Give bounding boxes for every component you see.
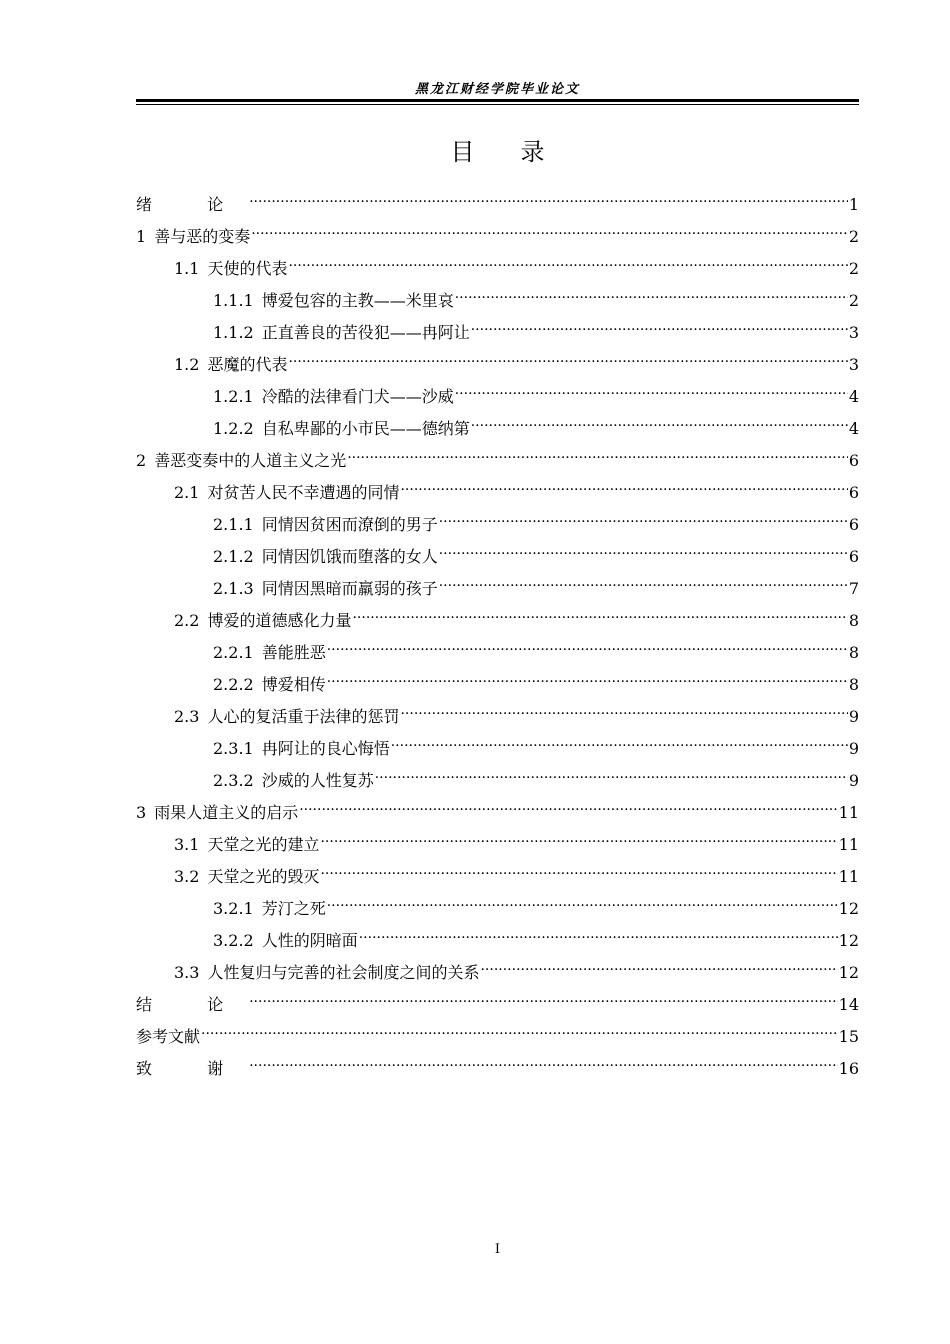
toc-entry[interactable] [136, 606, 859, 638]
toc-entry-title: 博爱包容的主教——米里哀 [261, 291, 454, 310]
header-rule-thin [136, 104, 859, 105]
toc-entry-number: 2.2.1 [213, 643, 254, 662]
toc-leader-dots [327, 638, 848, 658]
toc-entry-number: 2.2 [174, 611, 200, 630]
toc-entry-page: 11 [838, 867, 859, 886]
toc-entry-title: 天堂之光的建立 [207, 835, 320, 854]
toc-entry-title: 对贫苦人民不幸遭遇的同情 [207, 483, 400, 502]
toc-entry[interactable] [136, 734, 859, 766]
toc-entry-title: 恶魔的代表 [207, 355, 288, 374]
toc-leader-dots [249, 1054, 838, 1074]
toc-leader-dots [400, 478, 847, 498]
toc-entry-title: 善能胜恶 [261, 643, 326, 662]
toc-entry-title: 雨果人道主义的启示 [154, 803, 299, 822]
toc-leader-dots [320, 862, 837, 882]
header-rule-thick [136, 99, 859, 102]
toc-entry-title: 人性复归与完善的社会制度之间的关系 [207, 963, 480, 982]
toc-entry-page: 11 [838, 803, 859, 822]
toc-entry-title: 冷酷的法律看门犬——沙威 [261, 387, 454, 406]
toc-entry-title: 参考文献 [136, 1027, 201, 1046]
toc-entry[interactable] [136, 862, 859, 894]
toc-leader-dots [320, 830, 837, 850]
table-of-contents [136, 190, 859, 1086]
toc-entry[interactable] [136, 350, 859, 382]
toc-leader-dots [251, 222, 848, 242]
toc-entry-page: 7 [848, 579, 859, 598]
toc-leader-dots [249, 990, 838, 1010]
toc-leader-dots [391, 734, 848, 754]
toc-entry-page: 6 [848, 515, 859, 534]
toc-entry[interactable] [136, 478, 859, 510]
toc-entry-page: 15 [838, 1027, 859, 1046]
toc-leader-dots [455, 382, 848, 402]
toc-entry[interactable] [136, 222, 859, 254]
toc-entry[interactable] [136, 286, 859, 318]
toc-leader-dots [439, 510, 848, 530]
toc-entry-title: 人心的复活重于法律的惩罚 [207, 707, 400, 726]
toc-entry[interactable] [136, 574, 859, 606]
toc-entry-number: 2.3 [174, 707, 200, 726]
toc-heading-char-1: 目 [450, 138, 475, 166]
toc-leader-dots [439, 542, 848, 562]
toc-leader-dots [347, 446, 848, 466]
toc-entry-page: 12 [838, 931, 859, 950]
toc-leader-dots [455, 286, 848, 306]
toc-entry-number: 1.2.2 [213, 419, 254, 438]
toc-entry-title: 绪 论 [136, 195, 249, 214]
toc-entry-page: 6 [848, 547, 859, 566]
toc-entry-title: 博爱的道德感化力量 [207, 611, 352, 630]
toc-entry-page: 2 [848, 259, 859, 278]
page-number: I [494, 1242, 501, 1257]
toc-entry-page: 14 [838, 995, 859, 1014]
toc-entry-title: 冉阿让的良心悔悟 [261, 739, 390, 758]
toc-entry[interactable] [136, 1022, 859, 1054]
toc-entry-page: 12 [838, 963, 859, 982]
toc-entry-page: 9 [848, 739, 859, 758]
toc-entry-number: 2.1.3 [213, 579, 254, 598]
toc-leader-dots [471, 414, 848, 434]
toc-entry[interactable] [136, 830, 859, 862]
toc-entry[interactable] [136, 926, 859, 958]
toc-entry[interactable] [136, 766, 859, 798]
toc-leader-dots [471, 318, 848, 338]
toc-entry-title: 同情因贫困而潦倒的男子 [261, 515, 438, 534]
toc-entry-page: 3 [848, 323, 859, 342]
toc-entry-page: 12 [838, 899, 859, 918]
toc-entry-number: 3 [136, 803, 147, 822]
toc-entry-title: 同情因黑暗而羸弱的孩子 [261, 579, 438, 598]
toc-entry-title: 天堂之光的毁灭 [207, 867, 320, 886]
toc-entry[interactable] [136, 894, 859, 926]
toc-entry-number: 2.2.2 [213, 675, 254, 694]
toc-entry[interactable] [136, 254, 859, 286]
toc-heading [136, 132, 859, 167]
toc-entry-page: 8 [848, 643, 859, 662]
toc-entry-number: 2.1 [174, 483, 200, 502]
toc-entry[interactable] [136, 190, 859, 222]
toc-entry[interactable] [136, 670, 859, 702]
toc-entry[interactable] [136, 318, 859, 350]
toc-entry-page: 4 [848, 387, 859, 406]
running-header-title: 黑龙江财经学院毕业论文 [414, 82, 580, 97]
toc-entry-page: 8 [848, 611, 859, 630]
toc-entry-number: 1.2.1 [213, 387, 254, 406]
toc-entry-title: 芳汀之死 [261, 899, 326, 918]
toc-entry-page: 9 [848, 707, 859, 726]
toc-leader-dots [249, 190, 848, 210]
toc-entry-title: 天使的代表 [207, 259, 288, 278]
toc-entry-number: 1.1 [174, 259, 200, 278]
toc-leader-dots [288, 350, 847, 370]
toc-entry[interactable] [136, 542, 859, 574]
toc-entry-number: 2.3.1 [213, 739, 254, 758]
toc-entry-number: 2.1.2 [213, 547, 254, 566]
toc-entry-title: 善恶变奏中的人道主义之光 [154, 451, 347, 470]
toc-entry-title: 博爱相传 [261, 675, 326, 694]
toc-entry-number: 3.3 [174, 963, 200, 982]
toc-entry-page: 3 [848, 355, 859, 374]
toc-leader-dots [375, 766, 848, 786]
toc-leader-dots [299, 798, 837, 818]
toc-leader-dots [359, 926, 838, 946]
toc-entry-page: 4 [848, 419, 859, 438]
toc-leader-dots [439, 574, 848, 594]
toc-entry[interactable] [136, 798, 859, 830]
toc-leader-dots [480, 958, 837, 978]
toc-entry-page: 6 [848, 483, 859, 502]
toc-entry-number: 2.3.2 [213, 771, 254, 790]
toc-entry-title: 同情因饥饿而堕落的女人 [261, 547, 438, 566]
toc-entry-page: 9 [848, 771, 859, 790]
toc-entry[interactable] [136, 446, 859, 478]
toc-entry-page: 8 [848, 675, 859, 694]
toc-leader-dots [288, 254, 847, 274]
toc-leader-dots [400, 702, 847, 722]
toc-entry-number: 2.1.1 [213, 515, 254, 534]
toc-entry-title: 沙威的人性复苏 [261, 771, 374, 790]
toc-entry[interactable] [136, 702, 859, 734]
toc-entry-number: 3.2.2 [213, 931, 254, 950]
toc-entry[interactable] [136, 958, 859, 990]
toc-entry-page: 2 [848, 227, 859, 246]
toc-entry-title: 善与恶的变奏 [154, 227, 251, 246]
toc-entry-page: 11 [838, 835, 859, 854]
toc-leader-dots [201, 1022, 838, 1042]
toc-leader-dots [352, 606, 847, 626]
toc-entry-number: 3.2 [174, 867, 200, 886]
toc-entry-title: 结 论 [136, 995, 249, 1014]
toc-entry-title: 致 谢 [136, 1059, 249, 1078]
toc-entry-title: 人性的阴暗面 [261, 931, 358, 950]
toc-entry-page: 1 [848, 195, 859, 214]
toc-entry-number: 1.1.1 [213, 291, 254, 310]
toc-entry[interactable] [136, 638, 859, 670]
toc-entry-title: 自私卑鄙的小市民——德纳第 [261, 419, 470, 438]
toc-entry[interactable] [136, 510, 859, 542]
toc-entry-number: 1.2 [174, 355, 200, 374]
toc-entry-number: 3.2.1 [213, 899, 254, 918]
toc-entry-number: 2 [136, 451, 147, 470]
toc-leader-dots [327, 670, 848, 690]
toc-entry-title: 正直善良的苦役犯——冉阿让 [261, 323, 470, 342]
toc-heading-char-2: 录 [520, 138, 545, 166]
toc-entry[interactable] [136, 1054, 859, 1086]
toc-entry[interactable] [136, 990, 859, 1022]
toc-entry-page: 2 [848, 291, 859, 310]
toc-entry[interactable] [136, 414, 859, 446]
toc-entry-page: 16 [838, 1059, 859, 1078]
toc-leader-dots [327, 894, 838, 914]
toc-entry-page: 6 [848, 451, 859, 470]
toc-entry-number: 3.1 [174, 835, 200, 854]
toc-entry-number: 1 [136, 227, 147, 246]
toc-entry[interactable] [136, 382, 859, 414]
toc-entry-number: 1.1.2 [213, 323, 254, 342]
